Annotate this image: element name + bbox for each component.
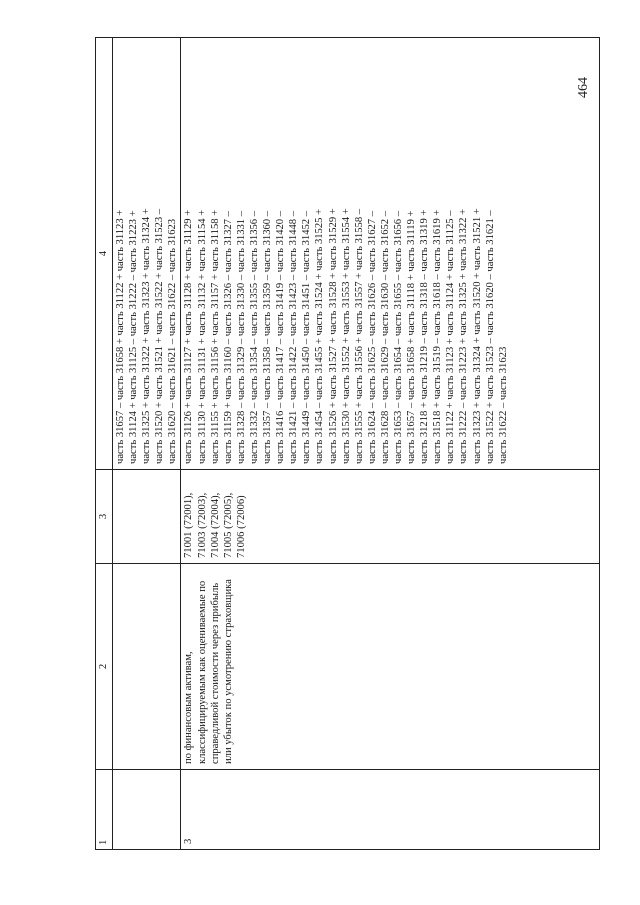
- formula-line: часть 31328 – часть 31329 – часть 31330 – часть 31331 –: [235, 210, 247, 464]
- formula-line: часть 31624 – часть 31625 – часть 31626 – часть 31627 –: [366, 210, 378, 464]
- formula-line: часть 31518 + часть 31519 – часть 31618 – часть 31619 +: [432, 209, 444, 464]
- row3-description-text: по финансовым активам, классифицируемым как оцениваемые по справедливой стоимости через прибыль или убыток по усмотрению страховщика: [183, 579, 234, 764]
- page-number-text: 464: [576, 77, 591, 98]
- formula-line: часть 31416 – часть 31417 – часть 31419 – часть 31420 –: [275, 210, 287, 464]
- formula-line: часть 31526 + часть 31527 + часть 31528 + часть 31529 +: [327, 208, 339, 464]
- header-cell-1: 1: [96, 770, 113, 850]
- account-code: 71004 (72004),: [209, 492, 221, 558]
- header-cell-2: 2: [96, 564, 113, 770]
- formula-line: часть 31130 + часть 31131 + часть 31132 + часть 31154 +: [196, 209, 208, 464]
- row3-number: 3: [181, 770, 600, 850]
- formula-line: часть 31520 + часть 31521 + часть 31522 + часть 31523 –: [154, 208, 166, 464]
- row3-accounts: [181, 470, 600, 564]
- formula-line: часть 31454 – часть 31455 + часть 31524 + часть 31525 +: [314, 208, 326, 464]
- account-code: 71001 (72001),: [183, 492, 195, 558]
- cont-cell-2: [113, 564, 181, 770]
- continuation-row: [113, 38, 181, 850]
- formula-line: часть 31122 + часть 31123 + часть 31124 + часть 31125 –: [445, 210, 457, 464]
- formula-line: часть 31657 – часть 31658 + часть 31118 + часть 31119 +: [406, 210, 418, 464]
- formula-line: часть 31620 – часть 31621 – часть 31622 – часть 31623: [167, 218, 179, 464]
- header-cell-3: 3: [96, 470, 113, 564]
- formula-line: часть 31357 – часть 31358 – часть 31359 – часть 31360 –: [262, 210, 274, 464]
- formula-line: часть 31323 + часть 31324 + часть 31520 + часть 31521 +: [471, 208, 483, 464]
- formula-line: часть 31628 – часть 31629 – часть 31630 – часть 31652 –: [379, 210, 391, 464]
- header-cell-4: 4: [96, 38, 113, 470]
- rotated-page: [95, 38, 600, 850]
- formula-line: часть 31325 + часть 31322 + часть 31323 + часть 31324 +: [141, 208, 153, 464]
- formula-line: часть 31155 + часть 31156 + часть 31157 + часть 31158 +: [209, 209, 221, 464]
- formula-line: часть 31653 – часть 31654 – часть 31655 – часть 31656 –: [392, 210, 404, 464]
- formula-line: часть 31126 + часть 31127 + часть 31128 + часть 31129 +: [183, 209, 195, 464]
- cont-cell-4: [113, 38, 181, 470]
- formula-line: часть 31332 – часть 31354 – часть 31355 – часть 31356 –: [248, 210, 260, 464]
- row3-description: [181, 564, 600, 770]
- formula-line: часть 31530 + часть 31552 + часть 31553 + часть 31554 +: [340, 208, 352, 464]
- row3-formula: [181, 38, 600, 470]
- cont-cell-3: [113, 470, 181, 564]
- table-row-3: [181, 38, 600, 850]
- formula-line: часть 31159 + часть 31160 – часть 31326 – часть 31327 –: [222, 211, 234, 464]
- formula-table: [95, 37, 600, 850]
- cont-cell-1: [113, 770, 181, 850]
- formula-line: часть 31657 – часть 31658 + часть 31122 + часть 31123 +: [115, 209, 126, 464]
- formula-line: часть 31218 + часть 31219 – часть 31318 – часть 31319 +: [419, 209, 431, 464]
- table-header-row: [96, 38, 113, 850]
- account-code: 71006 (72006): [235, 495, 247, 558]
- formula-line: часть 31555 + часть 31556 + часть 31557 + часть 31558 –: [353, 208, 365, 464]
- account-code: 71005 (72005),: [222, 492, 234, 558]
- account-code: 71003 (72003),: [196, 492, 208, 558]
- formula-line: часть 31522 + часть 31523 – часть 31620 – часть 31621 –: [484, 210, 496, 464]
- formula-line: часть 31449 – часть 31450 – часть 31451 – часть 31452 –: [301, 210, 313, 464]
- formula-line: часть 31222 – часть 31223 + часть 31325 + часть 31322 +: [458, 208, 470, 464]
- formula-line: часть 31622 – часть 31623: [497, 346, 509, 464]
- formula-line: часть 31421 – часть 31422 – часть 31423 – часть 31448 –: [288, 210, 300, 464]
- formula-line: часть 31124 + часть 31125 – часть 31222 – часть 31223 +: [128, 210, 140, 464]
